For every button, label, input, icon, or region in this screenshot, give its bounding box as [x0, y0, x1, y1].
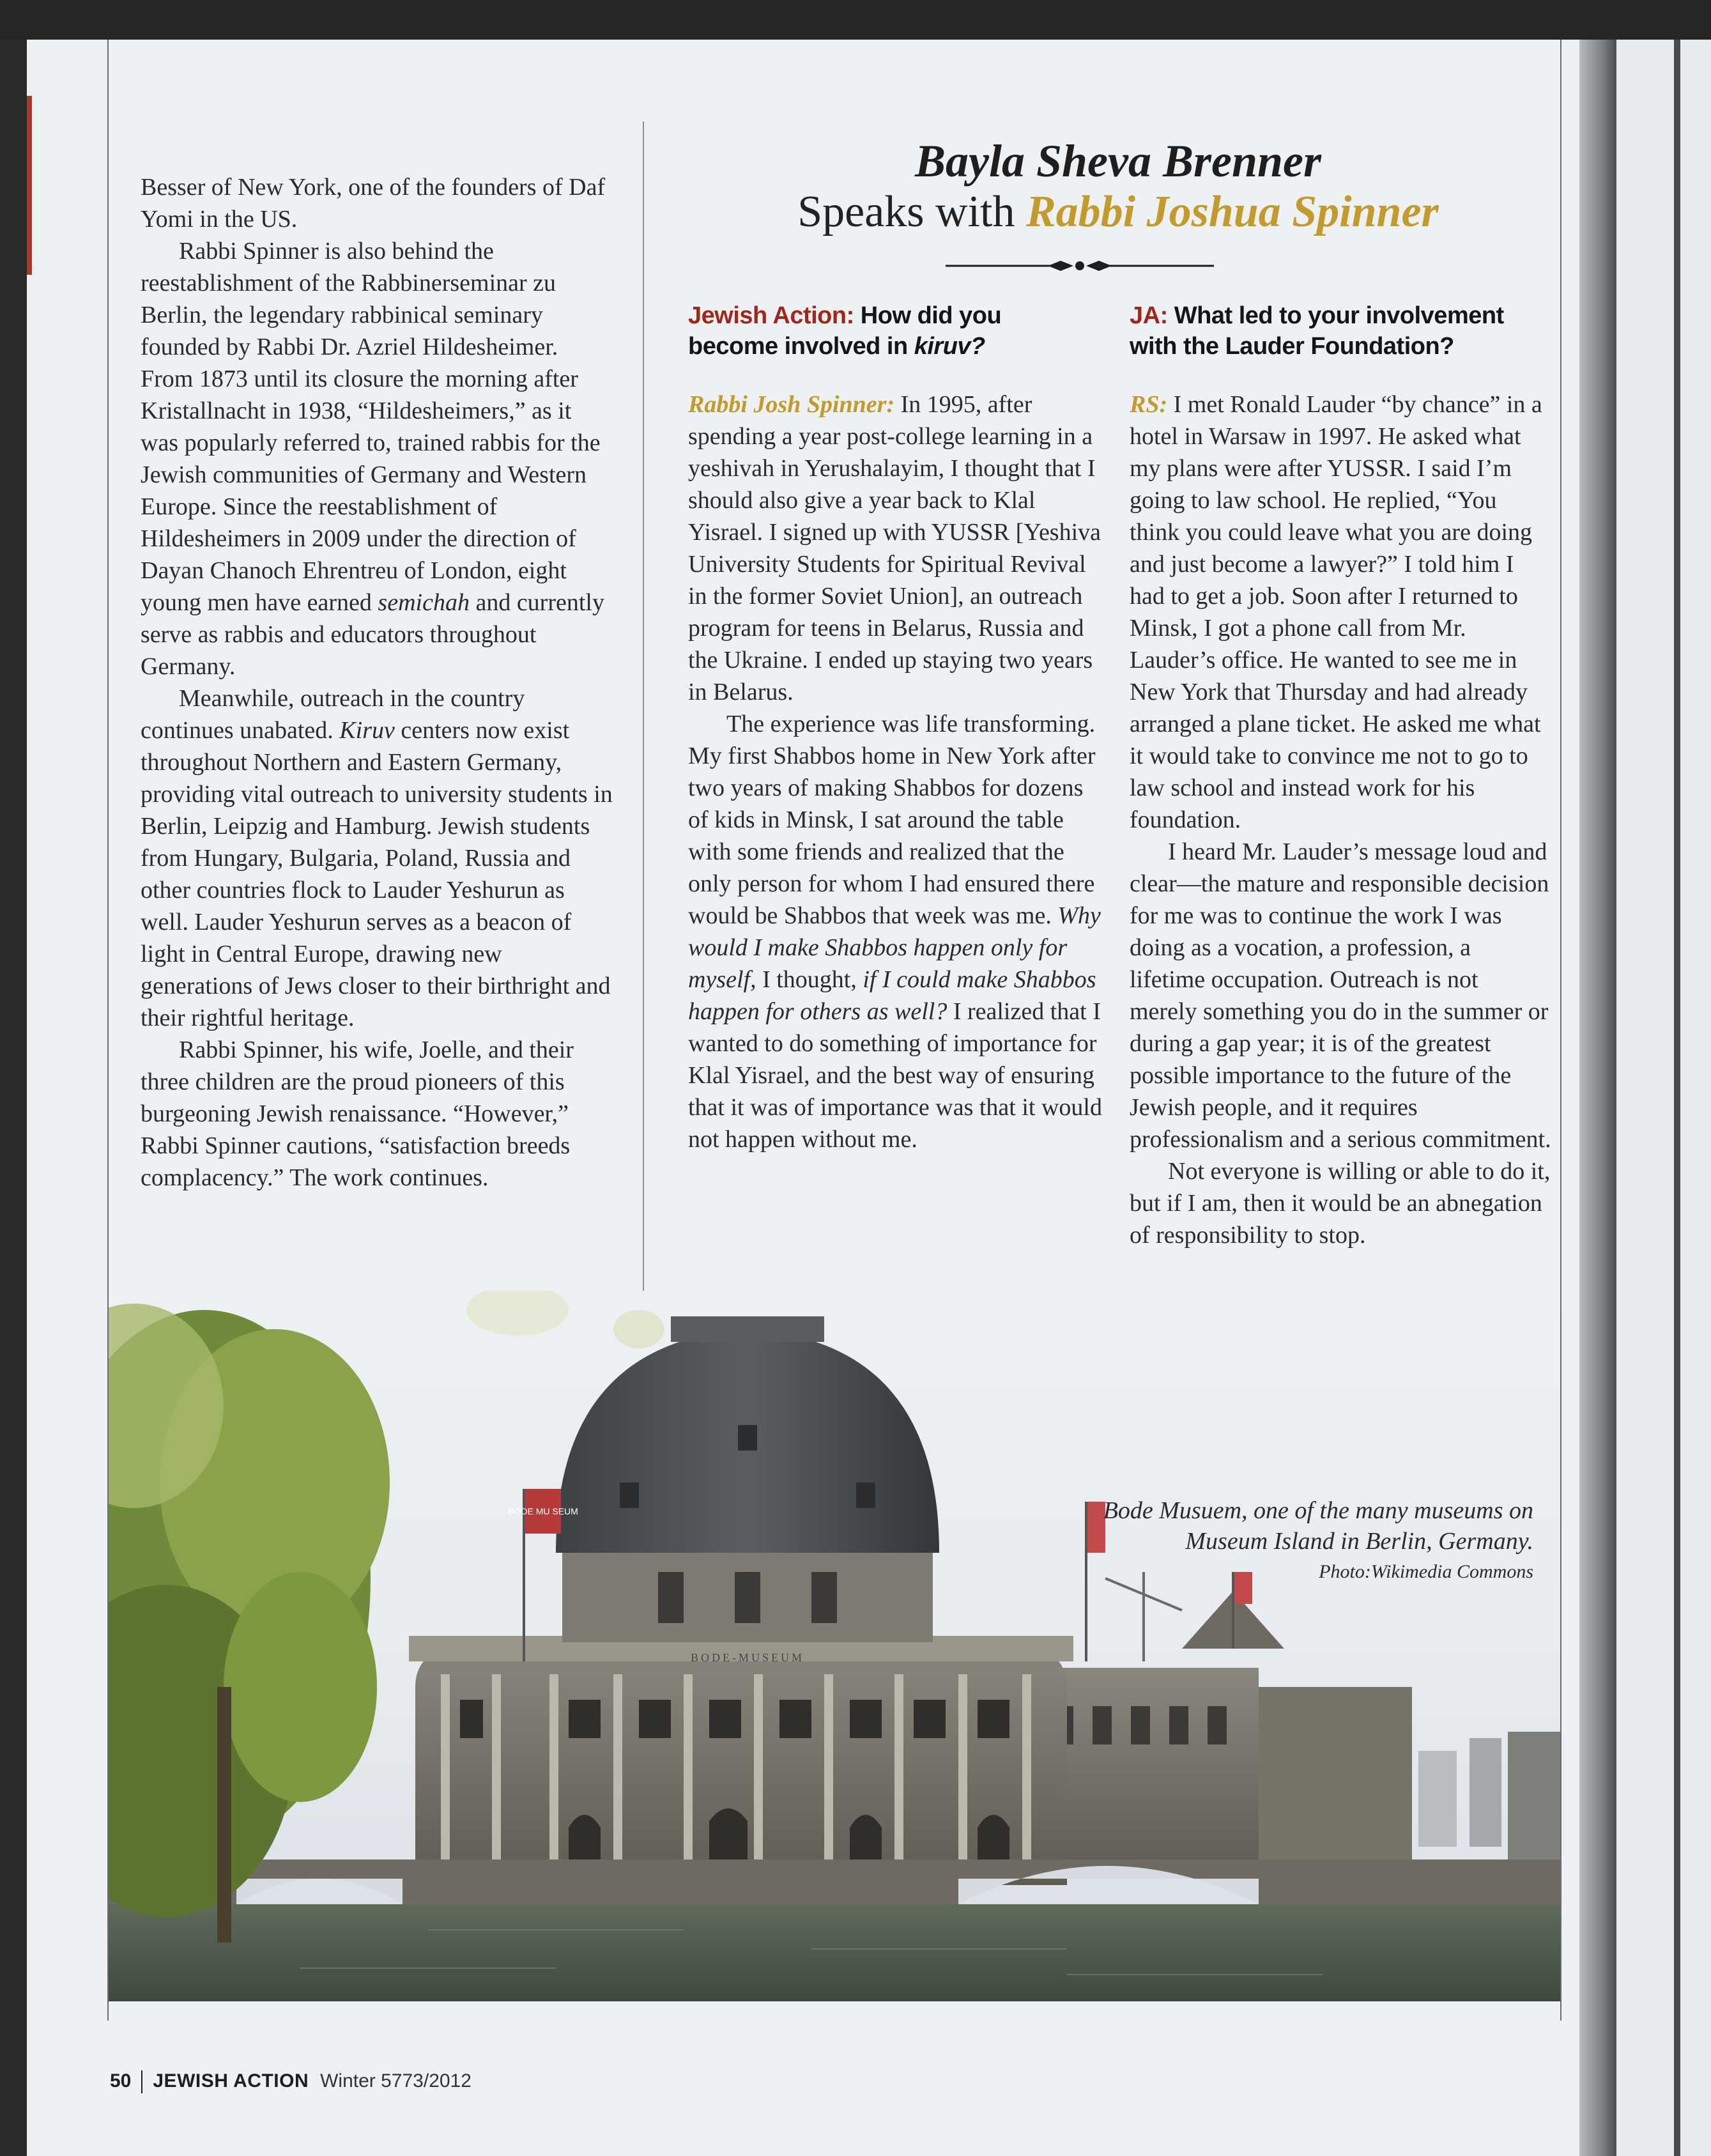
- flag-text: BODE MU SEUM: [508, 1506, 578, 1516]
- paragraph: Besser of New York, one of the founders of Daf Yomi in the US.: [141, 174, 606, 233]
- paragraph: Meanwhile, outreach in the country continues unabated. Kiruv centers now exist throughout Northern and Eastern Germany, providing vital outreach to university students in Berlin, Leipzig and Hamburg. Jewish students from Hungary, Bulgaria, Poland, Russia and other countries flock to Lauder Yeshurun as well. Lauder Yeshurun serves as a beacon of light in Central Europe, drawing new generations of Jews closer to their birthright and their rightful heritage.: [141, 685, 613, 1031]
- photo-caption: [1035, 1495, 1533, 1587]
- question-heading-1: Jewish Action: How did you become involved in kiruv?: [688, 302, 1002, 360]
- bode-museum-illustration: [109, 1291, 1560, 2001]
- paragraph: RS: I met Ronald Lauder “by chance” in a hotel in Warsaw in 1997. He asked what my plans were after YUSSR. I said I’m going to law school. He replied, “You think you could leave what you are doing and just become a lawyer?” I told him I had to get a job. Soon after I returned to Minsk, I got a phone call from Mr. Lauder’s office. He wanted to see me in New York that Thursday and had already arranged a plane ticket. He asked me what it would take to convince me not to go to law school and instead work for his foundation.: [1130, 391, 1542, 833]
- ornament-divider: [946, 258, 1214, 273]
- paragraph: Rabbi Spinner is also behind the reestablishment of the Rabbinerseminar zu Berlin, the legendary rabbinical seminary founded by Rabbi Dr. Azriel Hildesheimer. From 1873 until its closure the morning after Kristallnacht in 1938, “Hildesheimers,” as it was popularly referred to, trained rabbis for the Jewish communities of Germany and Western Europe. Since the reestablishment of Hildesheimers in 2009 under the direction of Dayan Chanoch Ehrentreu of London, eight young men have earned semichah and currently serve as rabbis and educators throughout Germany.: [141, 238, 604, 680]
- column-divider: [643, 121, 644, 1323]
- page-number: 50: [110, 2070, 132, 2091]
- author-name: Bayla Sheva Brenner: [914, 135, 1322, 187]
- facade-inscription: BODE-MUSEUM: [690, 1651, 805, 1664]
- paragraph: Not everyone is willing or able to do it, but if I am, then it would be an abnegation of responsibility to stop.: [1130, 1158, 1551, 1249]
- speaker-label: Rabbi Josh Spinner:: [688, 391, 895, 418]
- page-gutter-shadow: [1579, 40, 1616, 2156]
- speaker-label: RS:: [1130, 391, 1168, 418]
- facing-page-stripe: [1674, 40, 1680, 2156]
- facing-page-edge: [1616, 40, 1711, 2156]
- magazine-name: JEWISH ACTION: [153, 2070, 309, 2091]
- article-column-3: [1130, 389, 1551, 1251]
- interviewee-name: Rabbi Joshua Spinner: [1025, 187, 1439, 236]
- question-heading-2: JA: What led to your involvement with the Lauder Foundation?: [1130, 302, 1504, 360]
- caption-text: Bode Musuem, one of the many museums on Museum Island in Berlin, Germany.: [1103, 1497, 1533, 1555]
- article-column-1: [141, 171, 613, 1194]
- article-column-2: [688, 389, 1105, 1155]
- page-footer: [110, 2070, 472, 2093]
- headline-subtitle: Speaks with Rabbi Joshua Spinner: [797, 187, 1439, 236]
- issue-date: Winter 5773/2012: [320, 2070, 472, 2091]
- bode-museum-photo: [109, 1291, 1560, 2001]
- right-margin-rule: [1560, 40, 1561, 2021]
- paragraph: Rabbi Spinner, his wife, Joelle, and their three children are the proud pioneers of this burgeoning Jewish renaissance. “However,” Rabbi Spinner cautions, “satisfaction breeds complacency.” The work continues.: [141, 1036, 574, 1191]
- paragraph: Rabbi Josh Spinner: In 1995, after spending a year post-college learning in a yeshivah in Yerushalayim, I thought that I should also give a year back to Klal Yisrael. I signed up with YUSSR [Yeshiva University Students for Spiritual Revival in the former Soviet Union], an outreach program for teens in Belarus, Russia and the Ukraine. I ended up staying two years in Belarus.: [688, 391, 1101, 705]
- article-headline: [690, 135, 1546, 238]
- scan-background: [0, 0, 1711, 40]
- paragraph: I heard Mr. Lauder’s message loud and clear—the mature and responsible decision for me was to continue the work I was doing as a vocation, a profession, a lifetime occupation. Outreach is not merely something you do in the summer or during a gap year; it is of the greatest possible importance to the future of the Jewish people, and it requires professionalism and a serious commitment.: [1130, 838, 1551, 1153]
- photo-credit: Photo:Wikimedia Commons: [1319, 1561, 1533, 1582]
- footer-separator: [141, 2070, 142, 2093]
- previous-page-edge: [27, 96, 32, 275]
- paragraph: The experience was life transforming. My first Shabbos home in New York after two years of making Shabbos for dozens of kids in Minsk, I sat around the table with some friends and realized that the only person for whom I had ensured there would be Shabbos that week was me. Why would I make Shabbos happen only for myself, I thought, if I could make Shabbos happen for others as well? I realized that I wanted to do something of importance for Klal Yisrael, and the best way of ensuring that it was of importance was that it would not happen without me.: [688, 711, 1102, 1153]
